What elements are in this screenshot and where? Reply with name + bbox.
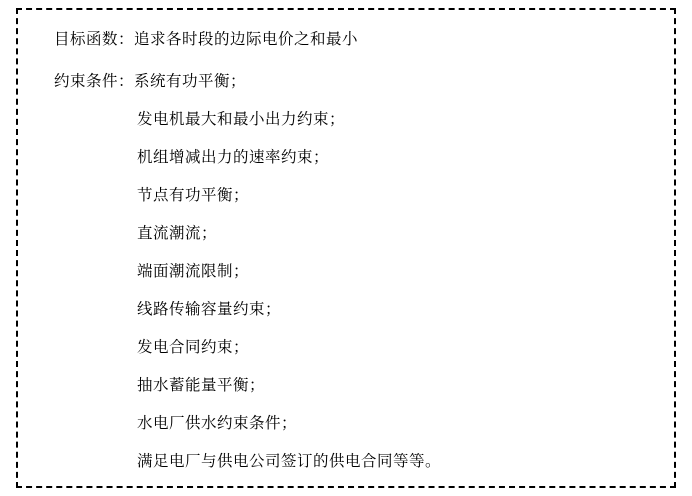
constraint-row (54, 188, 674, 226)
constraint-row (54, 340, 674, 378)
constraint-item-3: 节点有功平衡； (137, 187, 250, 204)
constraint-item-0: 系统有功平衡； (134, 73, 247, 90)
objective-label: 目标函数： (54, 31, 135, 48)
document-content (54, 32, 674, 492)
constraint-row (54, 416, 674, 454)
constraint-row (54, 302, 674, 340)
objective-line (54, 32, 674, 74)
constraints-label: 约束条件： (54, 73, 135, 90)
constraint-item-10: 满足电厂与供电公司签订的供电合同等等。 (137, 453, 442, 470)
constraint-row (54, 112, 674, 150)
dashed-border-box (16, 8, 676, 488)
constraint-item-9: 水电厂供水约束条件； (137, 415, 298, 432)
constraint-item-2: 机组增减出力的速率约束； (137, 149, 330, 166)
constraint-item-4: 直流潮流； (137, 225, 218, 242)
constraint-item-5: 端面潮流限制； (137, 263, 250, 280)
objective-text: 追求各时段的边际电价之和最小 (134, 31, 359, 48)
constraint-item-6: 线路传输容量约束； (137, 301, 282, 318)
constraint-item-7: 发电合同约束； (137, 339, 250, 356)
constraint-row (54, 378, 674, 416)
constraint-row (54, 264, 674, 302)
constraint-row (54, 150, 674, 188)
constraint-item-8: 抽水蓄能量平衡； (137, 377, 266, 394)
constraint-row (54, 226, 674, 264)
constraint-item-1: 发电机最大和最小出力约束； (137, 111, 346, 128)
constraint-row (54, 454, 674, 492)
constraints-line (54, 74, 674, 112)
